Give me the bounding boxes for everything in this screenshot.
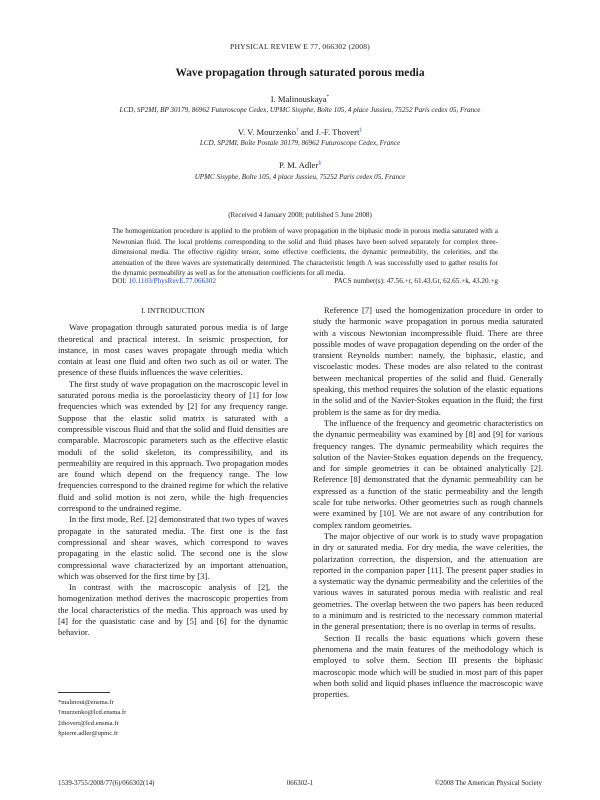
footer-page-number: 066302-1 (286, 780, 314, 787)
affiliation-1: LCD, SP2MI, BP 30179, 86962 Futuroscope Cedex, UPMC Sisyphe, Boîte 105, 4 place Jussieu, 75252 Paris cedex 05, France (119, 106, 481, 114)
author-footnote-mark[interactable]: § (318, 160, 321, 167)
author-name: V. V. Mourzenko (237, 127, 297, 137)
footnote-email[interactable]: †murzenko@lcd.ensma.fr (58, 709, 127, 717)
doi-link[interactable]: 10.1103/PhysRevE.77.066302 (128, 277, 216, 285)
footnote-email[interactable]: ‡thovert@lcd.ensma.fr (58, 719, 119, 727)
section-heading: I. INTRODUCTION (141, 306, 205, 315)
footnote-email[interactable]: *malinoui@ensma.fr (58, 699, 114, 706)
author-name: I. Malinouskaya (270, 94, 327, 104)
author-footnote-mark[interactable]: † (296, 127, 299, 134)
paragraph: Reference [7] used the homogenization procedure in order to study the harmonic wave propagation in porous media saturated with a viscous Newtonian incompressible fluid. There are three possible modes of wave propagation depending on the order of the transient Reynolds number: namely, the biphasic, elastic, and viscoelastic modes. These modes are also related to the contrast between mechanical properties of the solid and fluid. Generally speaking, this method requires the solution of the elastic equations in the solid and of the Navier-Stokes equation in the fluid; the first problem is the same as for dry media. (313, 305, 543, 417)
paper-title: Wave propagation through saturated porous media (175, 67, 425, 79)
doi-pacs-line (112, 277, 498, 285)
paragraph: The influence of the frequency and geometric characteristics on the dynamic permeability was examined by [8] and [9] for various frequency ranges. The dynamic permeability which requires the solution of the Navier-Stokes equation depends on the frequency, and for simple geometries it can be obtained analytically [2]. Reference [8] demonstrated that the dynamic permeability can be expressed as a function of the static permeability and the length scale for tube networks. Other geometries such as rough channels were examined by [10]. We are not aware of any contribution for complex random geometries. (313, 417, 543, 530)
affiliation-2: LCD, SP2MI, Boîte Postale 30179, 86962 Futuroscope Cedex, France (199, 139, 401, 147)
pacs-numbers: PACS number(s): 47.56.+r, 61.43.Gt, 62.65.+k, 43.20.+g (334, 277, 498, 285)
author-line-1 (0, 94, 600, 104)
author-line-3 (0, 160, 600, 170)
paragraph: In the first mode, Ref. [2] demonstrated that two types of waves propagate in the saturated media. The first one is the fast compressional and shear waves, which correspond to waves propagating in the elastic solid. The second one is the slow compressional wave characterized by an important attenuation, which was observed for the first time by [3]. (58, 514, 288, 581)
abstract: The homogenization procedure is applied to the problem of wave propagation in the biphasic mode in porous media saturated with a Newtonian fluid. The local problems corresponding to the solid and fluid phases have been solved separately for complex three-dimensional media. The effective rigidity tensor, some effective coefficients, the dynamic permeability, the celerities, and the attenuation of the three waves are systematically determined. The characteristic length Λ was successfully used to gather results for the dynamic permeability as well as for the attenuation coefficients for all media. (112, 227, 498, 277)
doi-label: DOI: (112, 277, 127, 285)
paragraph: The first study of wave propagation on the macroscopic level in saturated porous media is the poroelasticity theory of [1] for low frequencies which was extended by [2] for any frequency range. Suppose that the elastic solid matrix is saturated with a compressible viscous fluid and that the solid and fluid densities are comparable. Macroscopic parameters such as the effective elastic moduli of the solid skeleton, its compressibility, and its permeability are required in this approach. Two propagation modes are found which depend on the frequency range. The low frequencies correspond to the drained regime for which the relative fluid and solid motion is not zero, while the high frequencies correspond to the undrained regime. (58, 378, 288, 514)
footnote-divider (58, 692, 110, 693)
author-footnote-mark[interactable]: ‡ (359, 127, 363, 134)
author-name: P. M. Adler (279, 160, 319, 170)
author-line-2 (0, 127, 600, 137)
paragraph: The major objective of our work is to study wave propagation in dry or saturated media. For dry media, the wave celerities, the polarization correction, the dispersion, and the attenuation are reported in the companion paper [11]. The present paper studies in a systematic way the dynamic permeability and the celerities of the various waves in saturated porous media with realistic and real geometries. The overlap between the two papers has been reduced to a minimum and is restricted to the necessary common material in the general presentation; there is no overlap in terms of results. (313, 530, 543, 632)
footer-copyright: ©2008 The American Physical Society (434, 780, 542, 787)
footnote-email[interactable]: §pierre.adler@upmc.fr (58, 729, 119, 737)
footer-issn: 1539-3755/2008/77(6)/066302(14) (58, 780, 155, 787)
author-footnote-mark[interactable]: * (326, 94, 330, 101)
paragraph: Wave propagation through saturated porous media is of large theoretical and practical interest. In seismic prospection, for instance, in most cases waves propagate through media which contain at least one fluid and often two such as oil or water. The presence of these fluids influences the wave celerities. (58, 322, 288, 378)
left-column (58, 305, 288, 639)
affiliation-3: UPMC Sisyphe, Boîte 105, 4 place Jussieu, 75252 Paris cedex 05, France (194, 173, 406, 181)
paragraph: In contrast with the macroscopic analysis of [2], the homogenization method derives the macroscopic properties from the local characteristics of the media. This approach was used by [4] for the quasistatic case and by [5] and [6] for the dynamic behavior. (58, 582, 288, 638)
received-dates: (Received 4 January 2008; published 5 June 2008) (228, 211, 372, 219)
footnotes (58, 698, 126, 739)
paragraph: Section II recalls the basic equations which govern these phenomena and the main features of the methodology which is employed to solve them. Section III presents the biphasic macroscopic mode which will be studied in most part of this paper when both solid and liquid phases influence the macroscopic wave properties. (313, 632, 543, 700)
author-name: and J.-F. Thovert (301, 127, 360, 137)
running-head: PHYSICAL REVIEW E 77, 066302 (2008) (230, 42, 370, 51)
right-column (313, 305, 543, 700)
